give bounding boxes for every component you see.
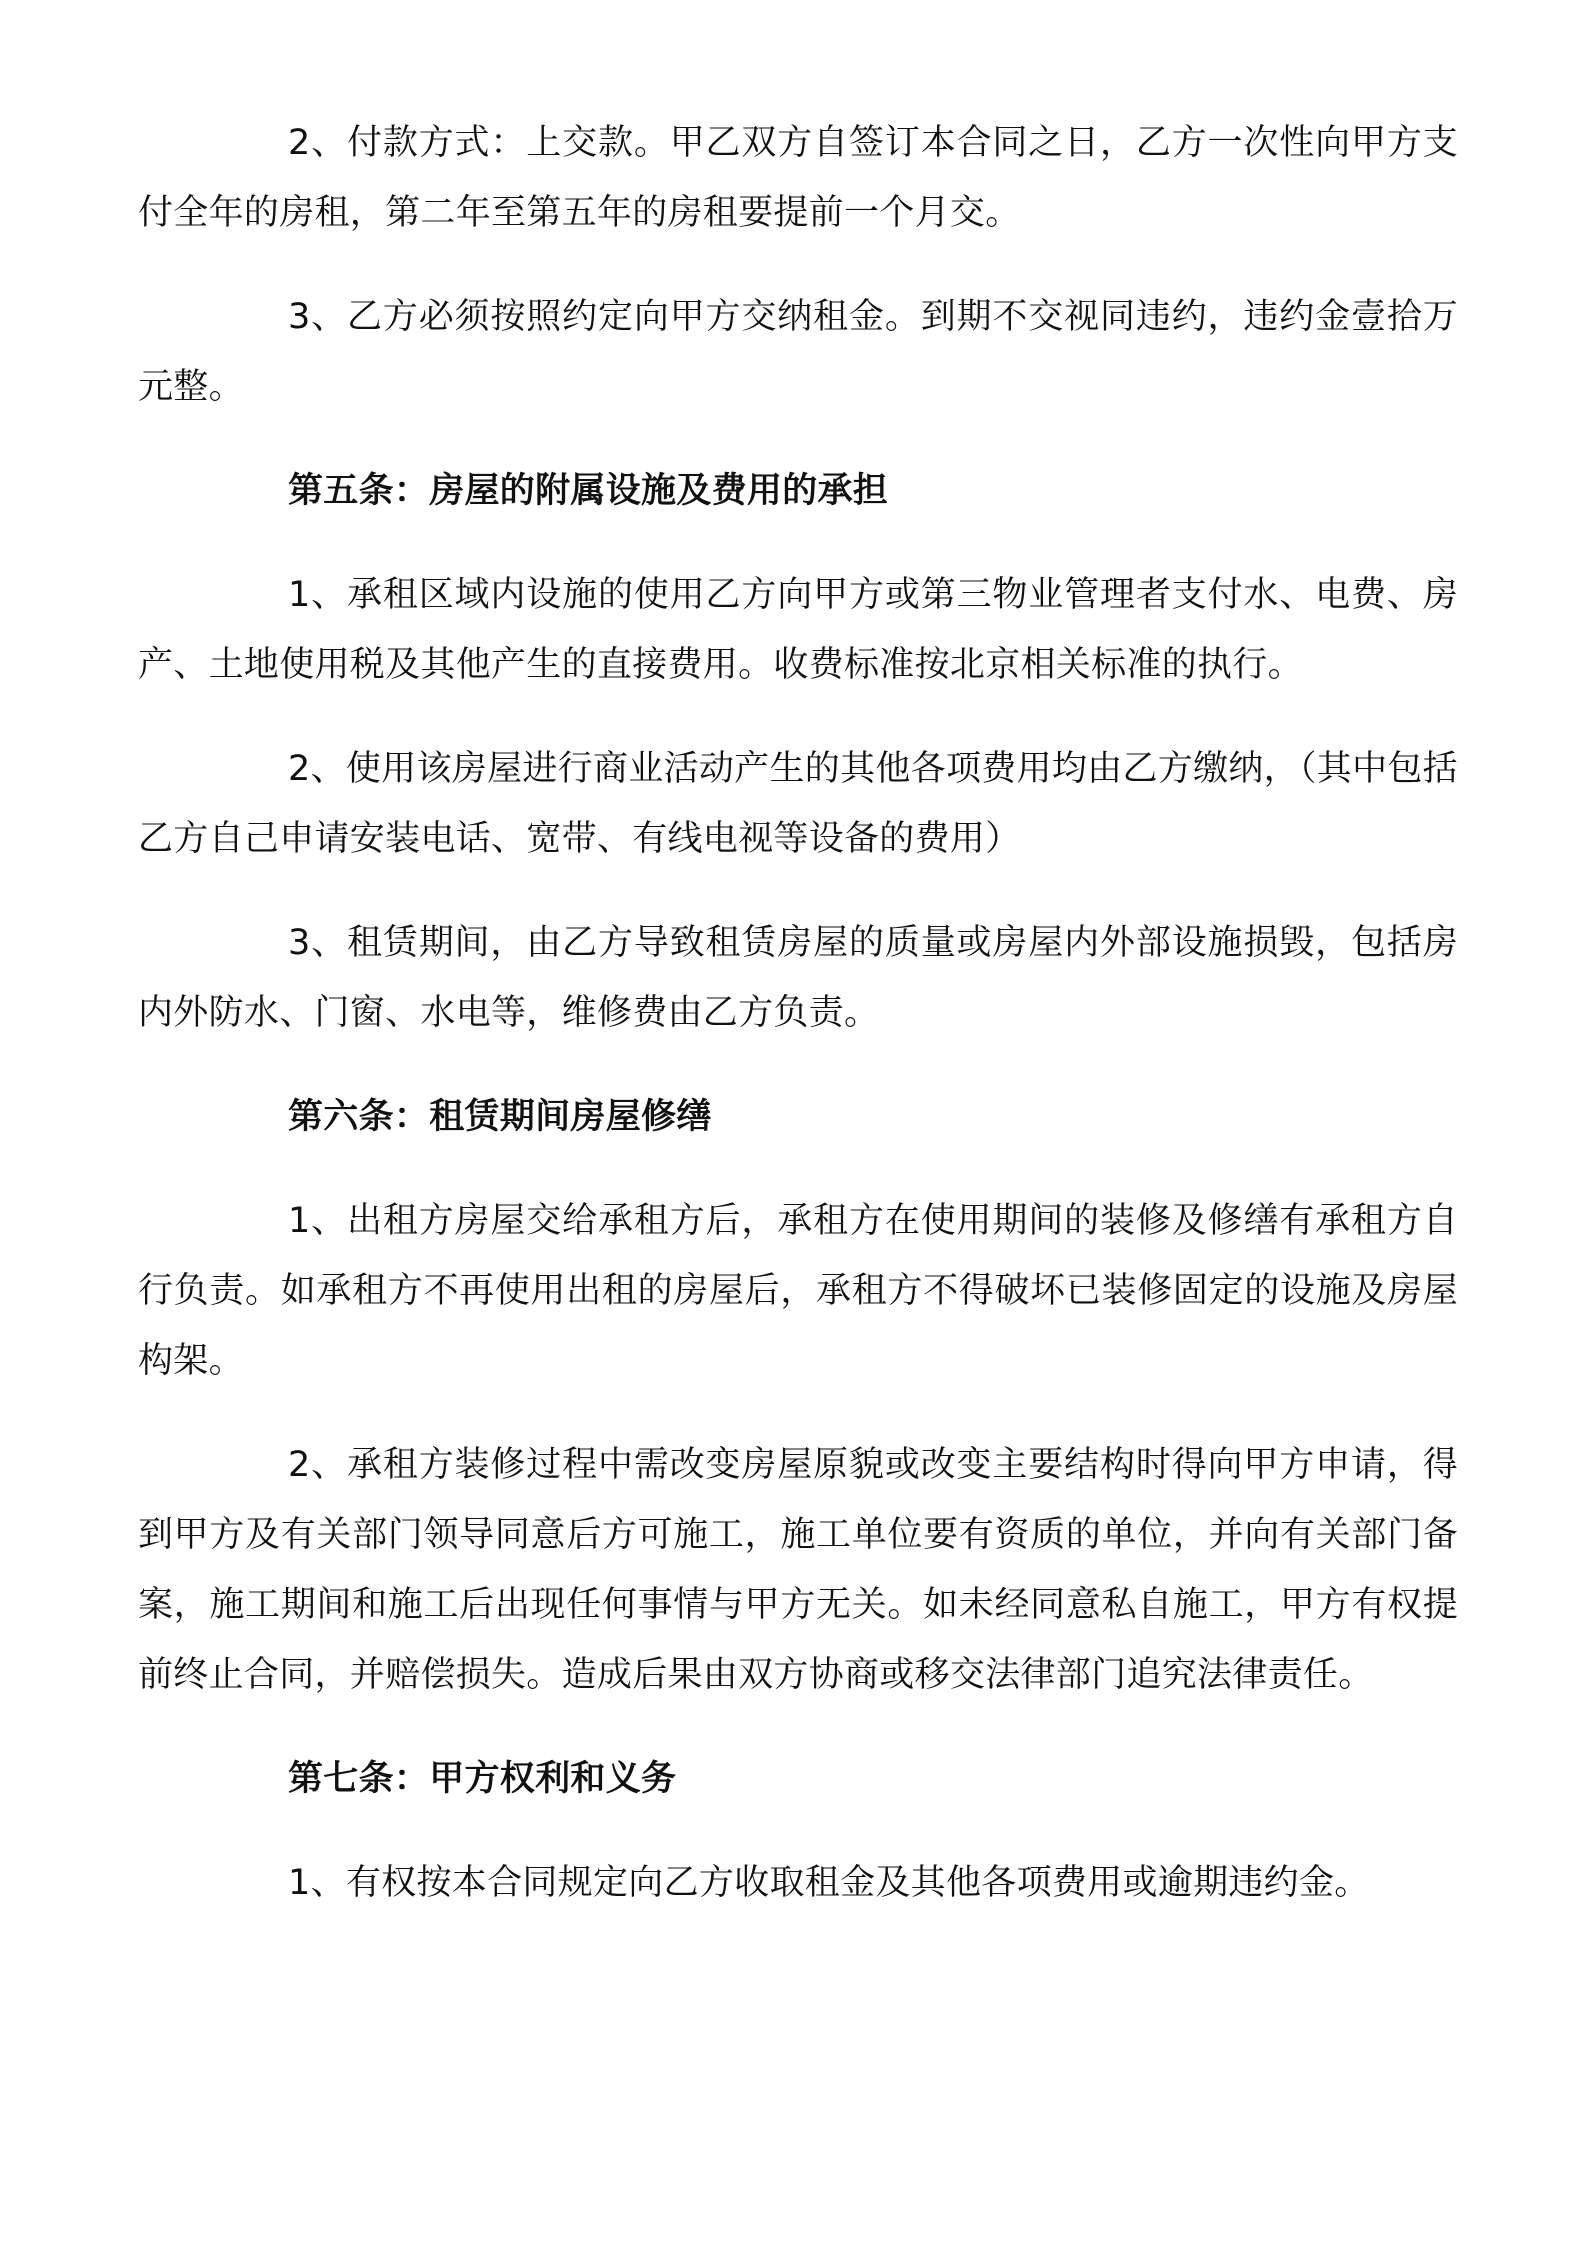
structural-change-paragraph: 2、承租方装修过程中需改变房屋原貌或改变主要结构时得向甲方申请，得到甲方及有关部门领导同意后方可施工，施工单位要有资质的单位，并向有关部门备案，施工期间和施工后出现任何事情与甲方无关。如未经同意私自施工，甲方有权提前终止合同，并赔偿损失。造成后果由双方协商或移交法律部门追究法律责任。: [138, 1445, 1458, 1695]
paragraph-gap: [138, 700, 1458, 734]
lessor-rights-paragraph: 1、有权按本合同规定向乙方收取租金及其他各项费用或逾期违约金。: [288, 1863, 1370, 1903]
paragraph-gap: [138, 1814, 1458, 1848]
damage-repair-paragraph: 3、租赁期间，由乙方导致租赁房屋的质量或房屋内外部设施损毁，包括房内外防水、门窗、水电等，维修费由乙方负责。: [138, 923, 1458, 1033]
article-seven-heading: 第七条：甲方权利和义务: [288, 1759, 677, 1799]
rent-payment-paragraph: 3、乙方必须按照约定向甲方交纳租金。到期不交视同违约，违约金壹拾万元整。: [138, 297, 1458, 407]
document-body: [138, 108, 1458, 1918]
renovation-responsibility-paragraph: 1、出租方房屋交给承租方后，承租方在使用期间的装修及修缮有承租方自行负责。如承租方不再使用出租的房屋后，承租方不得破坏已装修固定的设施及房屋构架。: [138, 1201, 1458, 1381]
paragraph-gap: [138, 248, 1458, 282]
business-fees-paragraph: 2、使用该房屋进行商业活动产生的其他各项费用均由乙方缴纳，（其中包括乙方自己申请安装电话、宽带、有线电视等设备的费用）: [138, 749, 1458, 859]
paragraph-gap: [138, 1710, 1458, 1744]
paragraph-gap: [138, 422, 1458, 456]
paragraph-gap: [138, 1152, 1458, 1186]
article-five-heading: 第五条：房屋的附属设施及费用的承担: [288, 471, 889, 511]
paragraph-gap: [138, 874, 1458, 908]
paragraph-gap: [138, 526, 1458, 560]
paragraph-gap: [138, 1048, 1458, 1082]
article-six-heading: 第六条：租赁期间房屋修缮: [288, 1097, 712, 1137]
facility-fees-paragraph: 1、承租区域内设施的使用乙方向甲方或第三物业管理者支付水、电费、房产、土地使用税及其他产生的直接费用。收费标准按北京相关标准的执行。: [138, 575, 1458, 685]
paragraph-gap: [138, 1396, 1458, 1430]
payment-method-paragraph: 2、付款方式：上交款。甲乙双方自签订本合同之日，乙方一次性向甲方支付全年的房租，第二年至第五年的房租要提前一个月交。: [138, 123, 1458, 233]
